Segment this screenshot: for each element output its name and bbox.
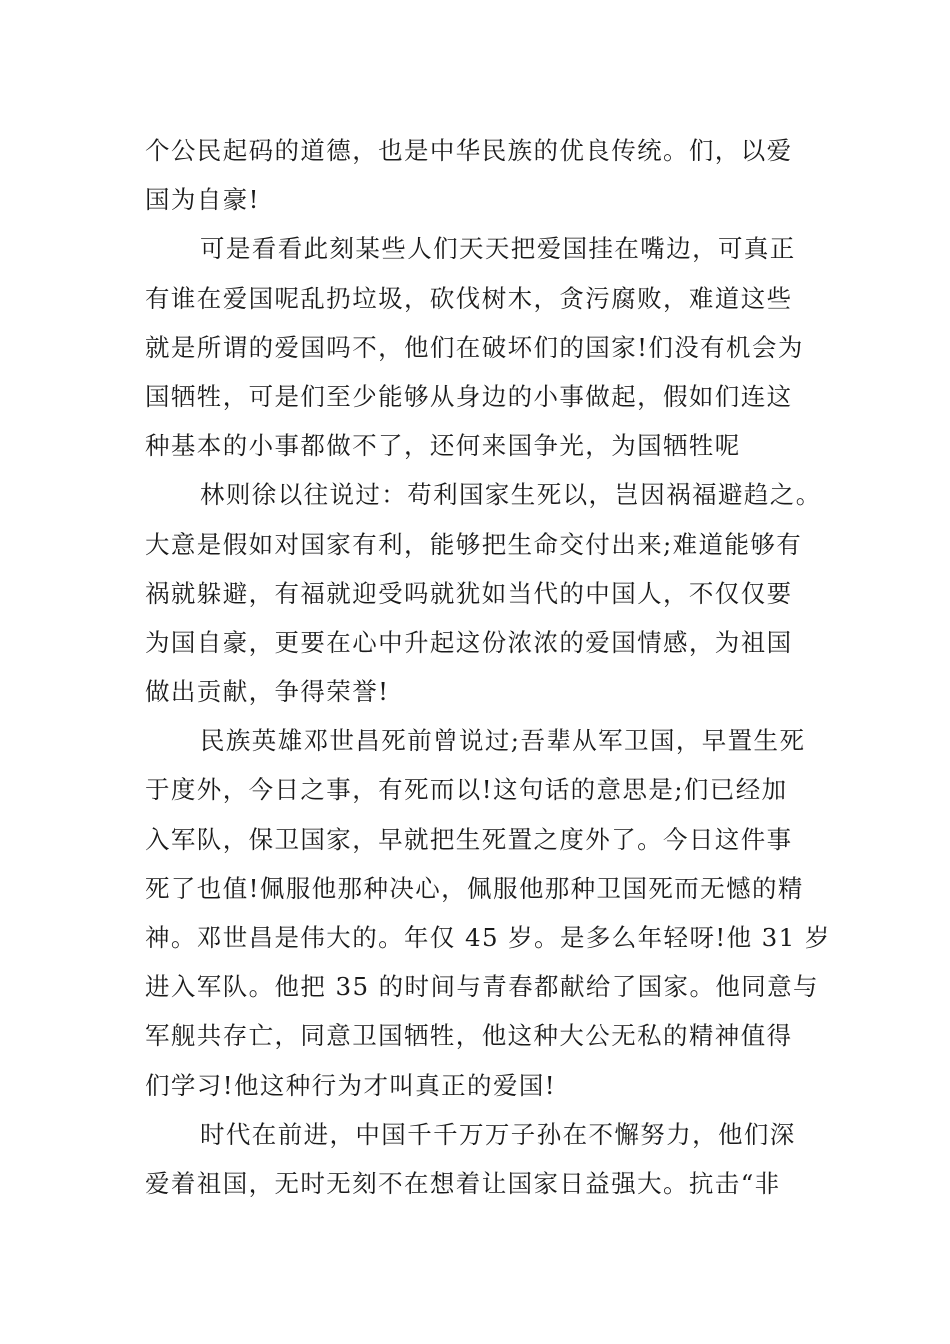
body-text (145, 126, 845, 1208)
text-line: 们学习!他这种行为才叫真正的爱国! (145, 1070, 556, 1100)
text-line: 国为自豪! (145, 185, 260, 215)
text-line: 种基本的小事都做不了，还何来国争光，为国牺牲呢 (145, 431, 741, 461)
text-line: 祸就躲避，有福就迎受吗就犹如当代的中国人，不仅仅要 (145, 578, 793, 608)
text-line: 国牺牲，可是们至少能够从身边的小事做起，假如们连这 (145, 381, 793, 411)
text-line: 进入军队。他把 35 的时间与青春都献给了国家。他同意与 (145, 972, 819, 1002)
text-line: 于度外，今日之事，有死而以!这句话的意思是;们已经加 (145, 775, 788, 805)
text-line: 就是所谓的爱国吗不，他们在破坏们的国家!们没有机会为 (145, 332, 804, 362)
text-line: 做出贡献，争得荣誉! (145, 677, 390, 707)
text-line: 入军队，保卫国家，早就把生死置之度外了。今日这件事 (145, 824, 793, 854)
text-line: 爱着祖国，无时无刻不在想着让国家日益强大。抗击“非 (145, 1168, 781, 1198)
text-line: 死了也值!佩服他那种决心，佩服他那种卫国死而无憾的精 (145, 873, 804, 903)
text-line: 林则徐以往说过：苟利国家生死以，岂因祸福避趋之。 (200, 480, 822, 510)
text-line: 军舰共存亡，同意卫国牺牲，他这种大公无私的精神值得 (145, 1021, 793, 1051)
text-line: 可是看看此刻某些人们天天把爱国挂在嘴边，可真正 (200, 234, 796, 264)
text-line: 为国自豪，更要在心中升起这份浓浓的爱国情感，为祖国 (145, 627, 793, 657)
text-line: 大意是假如对国家有利，能够把生命交付出来;难道能够有 (145, 529, 803, 559)
text-line: 时代在前进，中国千千万万子孙在不懈努力，他们深 (200, 1119, 796, 1149)
text-line: 有谁在爱国呢乱扔垃圾，砍伐树木，贪污腐败，难道这些 (145, 283, 793, 313)
text-line: 神。邓世昌是伟大的。年仅 45 岁。是多么年轻呀!他 31 岁 (145, 923, 831, 952)
text-line: 民族英雄邓世昌死前曾说过;吾辈从军卫国，早置生死 (200, 726, 806, 756)
text-line: 个公民起码的道德，也是中华民族的优良传统。们，以爱 (145, 136, 793, 165)
